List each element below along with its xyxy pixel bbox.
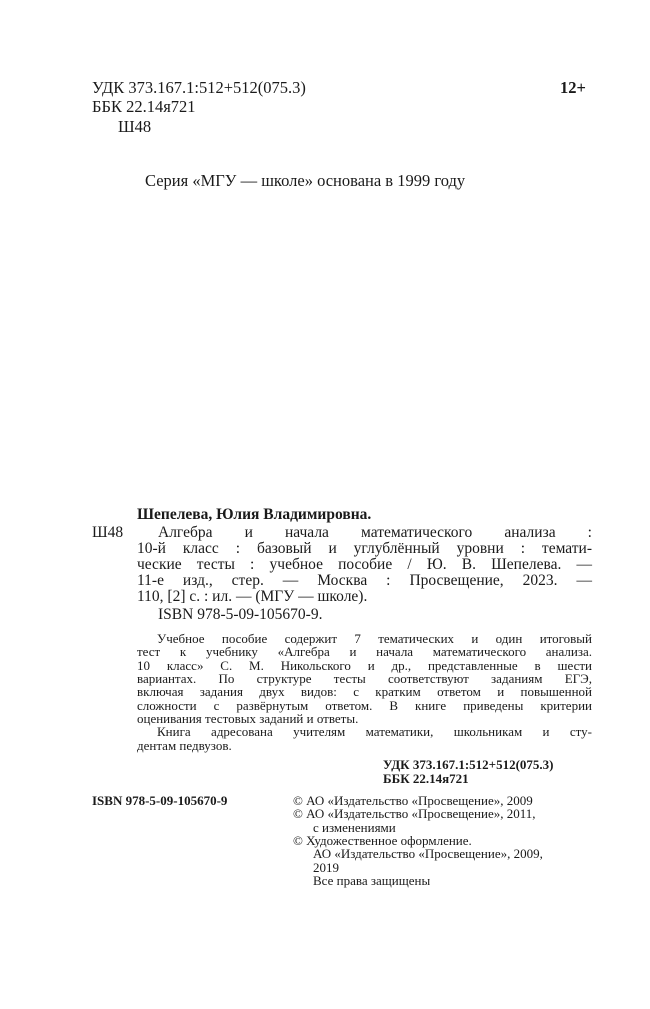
card-line: Алгебра и начала математического анализа : xyxy=(158,524,592,541)
udk-code: УДК 373.167.1:512+512(075.3) xyxy=(92,78,306,97)
footer-isbn: ISBN 978-5-09-105670-9 xyxy=(92,793,228,808)
annotation-line: Книга адресована учителям математики, школьникам и сту- xyxy=(157,724,592,739)
card-isbn: ISBN 978-5-09-105670-9. xyxy=(158,606,323,623)
card-line: 10-й класс : базовый и углублённый уровни : темати- xyxy=(137,540,592,557)
copyright-line: © Художественное оформление. xyxy=(293,833,472,848)
annotation-line: 10 класс» С. М. Никольского и др., представленные в шести xyxy=(137,658,592,673)
card-author: Шепелева, Юлия Владимировна. xyxy=(137,506,372,523)
annotation-line: включая задания двух видов: с кратким ответом и повышенной xyxy=(137,684,592,699)
card-line: 11-е изд., стер. — Москва : Просвещение, 2023. — xyxy=(137,572,592,589)
card-line: ческие тесты : учебное пособие / Ю. В. Шепелева. — xyxy=(137,556,592,573)
annotation-line: тест к учебнику «Алгебра и начала математического анализа. xyxy=(137,644,592,659)
annotation-udk: УДК 373.167.1:512+512(075.3) xyxy=(383,757,554,772)
annotation-line: дентам педвузов. xyxy=(137,738,232,753)
copyright-line: 2019 xyxy=(313,860,339,875)
annotation-line: Учебное пособие содержит 7 тематических и один итоговый xyxy=(157,631,592,646)
copyright-line: © АО «Издательство «Просвещение», 2009 xyxy=(293,793,533,808)
annotation-line: вариантах. По структуре тесты соответствуют заданиям ЕГЭ, xyxy=(137,671,592,686)
copyright-line: с изменениями xyxy=(313,820,396,835)
annotation-line: сложности с развёрнутым ответом. В книге приведены критерии xyxy=(137,698,592,713)
copyright-line: АО «Издательство «Просвещение», 2009, xyxy=(313,846,543,861)
author-mark: Ш48 xyxy=(118,117,152,136)
card-line: 110, [2] с. : ил. — (МГУ — школе). xyxy=(137,588,368,605)
card-author-mark: Ш48 xyxy=(92,524,124,541)
copyright-line: © АО «Издательство «Просвещение», 2011, xyxy=(293,806,536,821)
copyright-line: Все права защищены xyxy=(313,873,431,888)
annotation-line: оценивания тестовых заданий и ответы. xyxy=(137,711,359,726)
age-rating: 12+ xyxy=(560,78,586,97)
bbk-code: ББК 22.14я721 xyxy=(92,97,196,116)
series-note: Серия «МГУ — школе» основана в 1999 году xyxy=(145,171,466,190)
annotation-bbk: ББК 22.14я721 xyxy=(383,771,469,786)
